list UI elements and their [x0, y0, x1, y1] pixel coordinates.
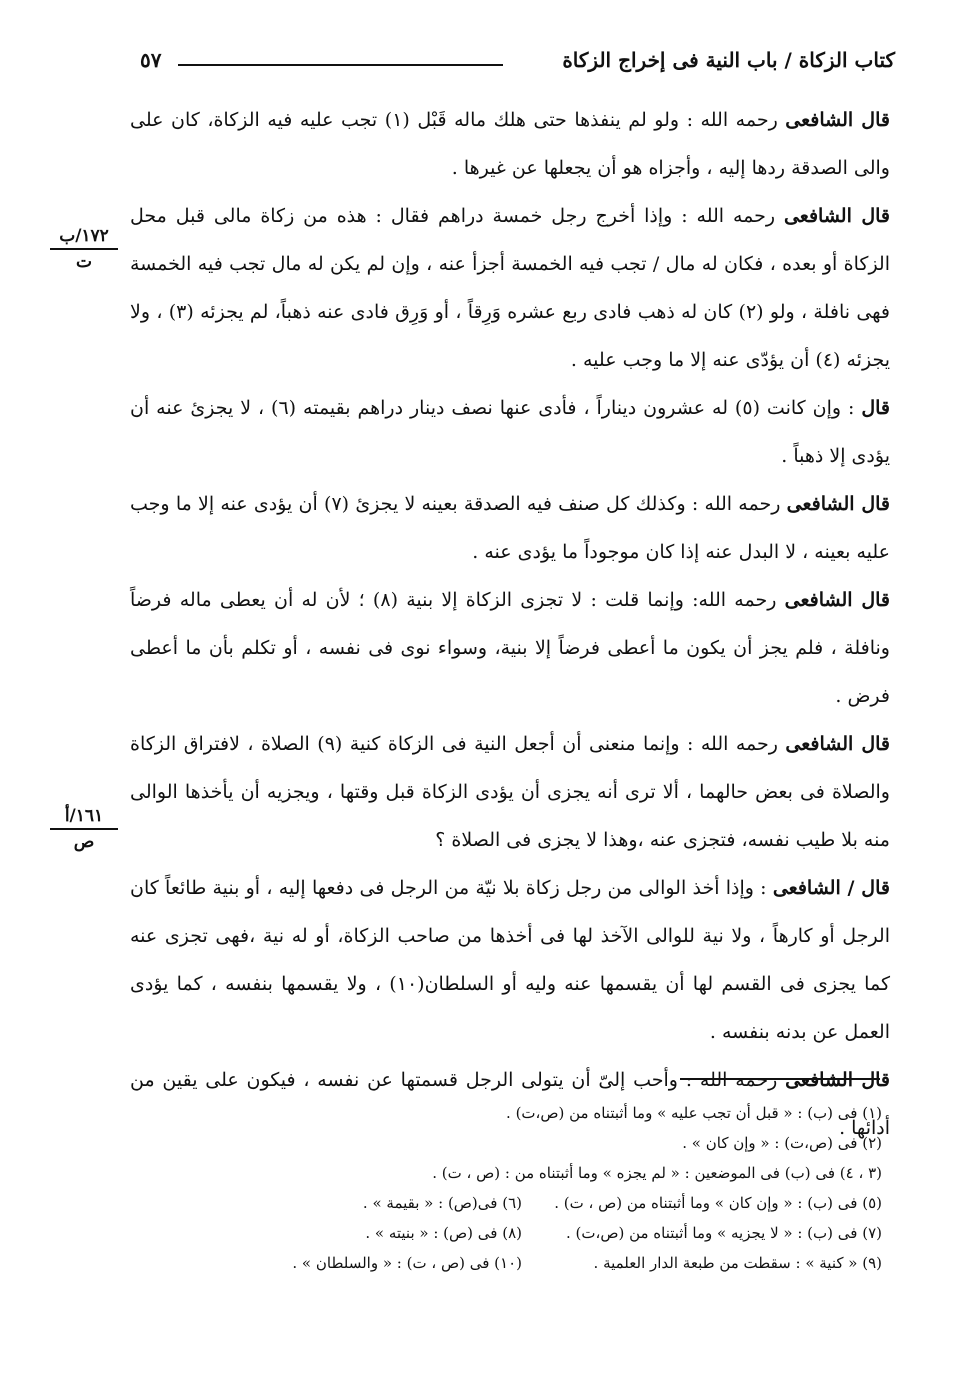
paragraph-text: رحمه الله : وإنما منعنى أن أجعل النية فى الزكاة كنية (٩) الصلاة ، لافتراق الزكاة والصلاة فى بعض حالهما ، ألا ترى أنه يجزى أن يؤدى الزكاة قبل وقتها ، ويجزيه أن يأخذها الوالى منه بلا طيب نفسه، فتجزى عنه ،وهذا لا يجزى فى الصلاة ؟: [130, 733, 890, 851]
footnote: (٩) « كنية » : سقطت من طبعة الدار العلمية .: [593, 1254, 882, 1272]
margin-folio-ms: ت: [75, 252, 92, 272]
paragraph: [130, 480, 890, 576]
footnotes: [160, 1098, 882, 1278]
paragraph: [130, 384, 890, 480]
header-title: كتاب الزكاة / باب النية فى إخراج الزكاة: [562, 48, 895, 72]
header-rule: [178, 64, 503, 66]
paragraph: [130, 720, 890, 864]
footnote: (٥) فى (ب) : « وإن كان » وما أثبتناه من (ص ، ت) .: [554, 1194, 882, 1212]
paragraph-text: رحمه الله : وإذا أخرج رجل خمسة دراهم فقال : هذه من زكاة مالى قبل محل الزكاة أو بعده ، فكان له مال / تجب فيه الخمسة أجزأ عنه ، وإن لم يكن له مال تجب فيه الخمسة فهى نافلة ، ولو (٢) كان له ذهب فادى ربع عشره وَرِقاً ، أو وَرِق فادى عنه ذهباً، لم يجزئه (٣) ، ولا يجزئه (٤) أن يؤدّى عنه إلا ما وجب عليه .: [130, 205, 891, 371]
margin-folio-note: [50, 226, 118, 272]
paragraph-text: : وإن كانت (٥) له عشرون ديناراً ، فأدى عنها نصف دينار دراهم بقيمته (٦) ، لا يجزئ عنه أن يؤدى إلا ذهباً .: [130, 397, 890, 467]
footnote-row: [160, 1188, 882, 1218]
main-text: [130, 96, 890, 1152]
paragraph-text: رحمه الله : وأحب إلىّ أن يتولى الرجل قسمتها عن نفسه ، فيكون على يقين من أدائها .: [130, 1069, 890, 1139]
margin-folio-ms: ص: [73, 832, 95, 852]
footnote-rule: [680, 1078, 880, 1080]
footnote: (١٠) فى (ص ، ت) : « والسلطان » .: [292, 1254, 522, 1272]
footnote-row: [160, 1248, 882, 1278]
footnote: (٢) فى (ص،ت) : « وإن كان » .: [682, 1134, 882, 1152]
footnote: (١) فى (ب) : « قبل أن تجب عليه » وما أثبتناه من (ص،ت) .: [506, 1104, 882, 1122]
paragraph: [130, 96, 890, 192]
paragraph-text: رحمه الله: وإنما قلت : لا تجزى الزكاة إلا بنية (٨) ؛ لأن له أن يعطى ماله فرضاً ونافلة ، فلم يجز أن يكون ما أعطى فرضاً إلا بنية، وسواء نوى فى نفسه ، أو تكلم بأن ما أعطى فرض .: [130, 589, 890, 707]
footnote-row: [160, 1218, 882, 1248]
speaker: قال الشافعى: [785, 109, 890, 131]
paragraph-text: رحمه الله : وكذلك كل صنف فيه الصدقة بعينه لا يجزئ (٧) أن يؤدى عنه إلا ما وجب عليه بعينه ، لا البدل عنه إذا كان موجوداً ما يؤدى عنه .: [130, 493, 890, 563]
paragraph: [130, 864, 890, 1056]
speaker: قال الشافعى: [786, 493, 891, 515]
running-header: [138, 42, 895, 82]
margin-folio-ref: ١٦١/أ: [50, 806, 118, 830]
speaker: قال الشافعى: [785, 1069, 890, 1091]
footnote: (٧) فى (ب) : « لا يجزيه » وما أثبتناه من (ص،ت) .: [565, 1224, 882, 1242]
speaker: قال: [861, 397, 890, 419]
speaker: قال الشافعى: [784, 589, 890, 611]
footnote: (٣ ، ٤) فى (ب) فى الموضعين : « لم يجزه » وما أثبتناه من : (ص ، ت) .: [432, 1164, 882, 1182]
paragraph: [130, 576, 890, 720]
margin-folio-ref: ١٧٢/ب: [50, 226, 118, 250]
footnote: (٦) فى(ص) : « بقيمة » .: [362, 1194, 522, 1212]
speaker: قال الشافعى: [783, 205, 890, 227]
speaker: قال / الشافعى: [772, 877, 890, 899]
page-number: ٥٧: [140, 48, 162, 72]
paragraph-text: : وإذا أخذ الوالى من رجل زكاة بلا نيّة من الرجل فى دفعها إليه ، أو بنية طائعاً كان الرجل أو كارهاً ، ولا نية للوالى الآخذ لها فى أخذها من صاحب الزكاة، أو له نية ،فهى تجزى عنه كما يجزى فى القسم لها أن يقسمها عنه وليه أو السلطان(١٠) ، ولا يقسمها بنفسه ، كما يؤدى العمل عن بدنه بنفسه .: [130, 877, 890, 1043]
margin-folio-note: [50, 806, 118, 852]
footnote: (٨) فى (ص) : « بنيته » .: [365, 1224, 522, 1242]
paragraph: [130, 192, 890, 384]
speaker: قال الشافعى: [785, 733, 890, 755]
paragraph-text: رحمه الله : ولو لم ينفذها حتى هلك ماله قَبْل (١) تجب عليه فيه الزكاة، كان على والى الصدقة ردها إليه ، وأجزاه هو أن يجعلها عن غيرها .: [130, 109, 890, 179]
